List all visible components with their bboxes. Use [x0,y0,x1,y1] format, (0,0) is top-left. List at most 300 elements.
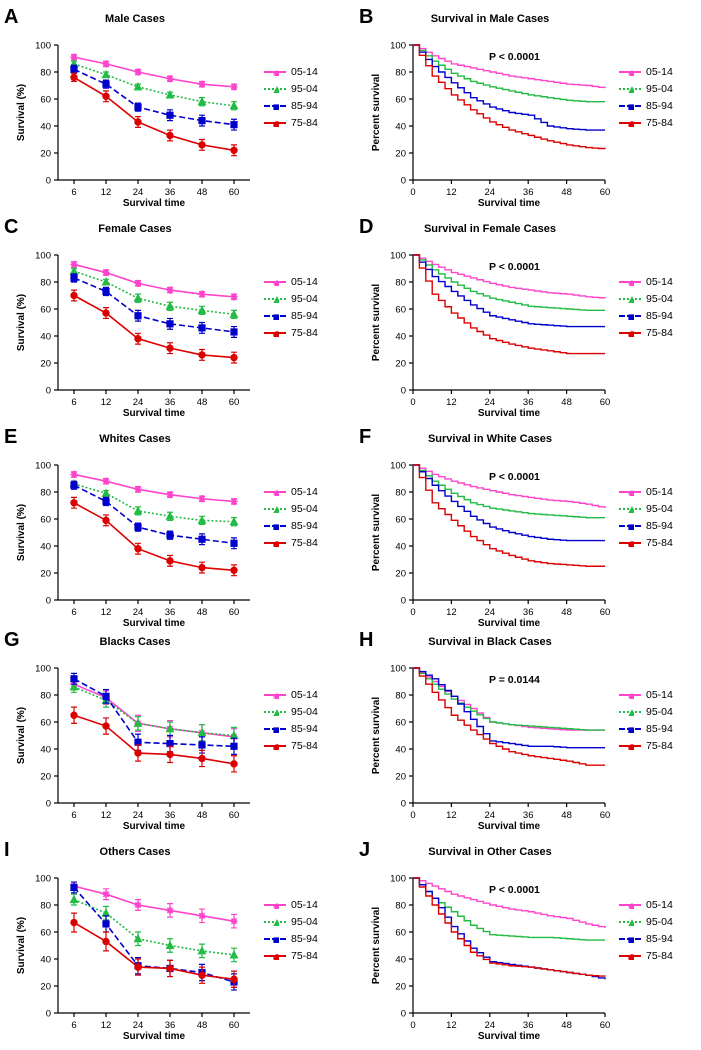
svg-text:40: 40 [395,541,406,553]
svg-text:24: 24 [132,187,144,198]
legend-item-75-84 [619,324,673,341]
chart-panel-f [355,425,701,630]
x-axis-title: Survival time [477,198,541,209]
svg-text:60: 60 [395,927,406,939]
svg-text:0: 0 [400,385,406,397]
y-axis-title: Percent survival [371,696,382,775]
legend [619,483,673,551]
panel-letter: E [4,426,18,448]
legend-item-75-84 [264,114,318,131]
panel-letter: H [359,629,374,651]
svg-text:36: 36 [522,1020,534,1031]
svg-text:12: 12 [446,607,457,618]
legend-label: 95-04 [646,915,673,928]
svg-text:40: 40 [395,744,406,756]
legend-label: 95-04 [291,292,318,305]
svg-text:12: 12 [446,187,457,198]
y-axis-title: Percent survival [371,73,382,152]
svg-text:0: 0 [400,595,406,607]
svg-text:48: 48 [561,187,572,198]
legend-swatch-icon [619,728,641,730]
panel-title: Survival in Male Cases [430,13,550,25]
svg-text:12: 12 [100,1020,112,1031]
legend-label: 95-04 [291,915,318,928]
svg-text:0: 0 [400,798,406,810]
legend-swatch-icon [619,491,641,493]
legend-label: 85-94 [291,722,318,735]
legend-label: 75-84 [291,116,318,129]
legend-item-05-14 [264,63,318,80]
legend-item-95-04 [619,913,673,930]
svg-text:0: 0 [410,607,416,618]
legend-label: 95-04 [646,82,673,95]
legend-item-85-94 [264,720,318,737]
svg-text:12: 12 [446,1020,457,1031]
legend-item-85-94 [264,930,318,947]
legend-item-95-04 [619,500,673,517]
svg-text:100: 100 [35,663,51,675]
svg-text:24: 24 [484,397,496,408]
legend-item-75-84 [619,947,673,964]
legend [619,273,673,341]
svg-text:36: 36 [164,1020,176,1031]
legend-swatch-icon [264,88,286,90]
legend-swatch-icon [264,921,286,923]
svg-text:60: 60 [228,607,240,618]
chart-panel-g [0,628,350,833]
svg-text:36: 36 [164,607,176,618]
svg-text:0: 0 [45,175,51,187]
x-axis-title: Survival time [122,821,186,832]
legend-label: 05-14 [291,65,318,78]
legend-swatch-icon [619,122,641,124]
svg-text:24: 24 [484,187,496,198]
svg-text:40: 40 [40,744,51,756]
svg-text:36: 36 [164,187,176,198]
svg-text:80: 80 [395,277,406,289]
svg-text:60: 60 [228,187,240,198]
y-axis-title: Percent survival [371,283,382,362]
svg-text:60: 60 [40,514,51,526]
svg-text:60: 60 [40,94,51,106]
svg-text:36: 36 [522,187,534,198]
legend-label: 95-04 [291,705,318,718]
svg-text:20: 20 [40,358,51,370]
svg-text:60: 60 [599,397,611,408]
chart-panel-b [355,5,701,210]
svg-text:12: 12 [100,607,112,618]
panel-title: Survival in Female Cases [423,223,557,235]
legend [264,686,318,754]
legend-swatch-icon [619,921,641,923]
legend-label: 05-14 [291,485,318,498]
panel-title: Survival in Black Cases [428,636,552,648]
chart-panel-e [0,425,350,630]
legend-item-95-04 [619,290,673,307]
panel-title: Survival in Other Cases [428,846,552,858]
legend-item-85-94 [619,720,673,737]
svg-text:48: 48 [196,810,208,821]
panel-letter: G [4,629,20,651]
chart-panel-d [355,215,701,420]
svg-text:48: 48 [561,607,572,618]
svg-text:60: 60 [395,94,406,106]
legend-label: 85-94 [291,309,318,322]
legend-item-05-14 [619,686,673,703]
svg-text:12: 12 [100,397,112,408]
legend-label: 05-14 [646,688,673,701]
svg-text:0: 0 [400,175,406,187]
legend-swatch-icon [264,491,286,493]
legend-item-05-14 [619,483,673,500]
legend-item-05-14 [264,896,318,913]
svg-text:24: 24 [484,1020,496,1031]
svg-text:100: 100 [390,663,406,675]
svg-text:100: 100 [390,40,406,52]
chart-panel-c [0,215,350,420]
svg-text:100: 100 [35,40,51,52]
legend-swatch-icon [264,525,286,527]
legend-item-75-84 [619,737,673,754]
svg-text:48: 48 [561,397,572,408]
y-axis-title: Percent survival [371,493,382,572]
legend [264,483,318,551]
x-axis-title: Survival time [477,618,541,629]
legend [264,63,318,131]
legend-label: 85-94 [646,99,673,112]
legend-item-75-84 [619,114,673,131]
legend-item-05-14 [264,483,318,500]
svg-text:100: 100 [35,873,51,885]
legend-item-05-14 [619,63,673,80]
svg-text:20: 20 [40,771,51,783]
legend-item-85-94 [619,97,673,114]
legend-swatch-icon [619,904,641,906]
svg-text:48: 48 [196,187,208,198]
legend [264,273,318,341]
chart-panel-i [0,838,350,1043]
svg-text:20: 20 [395,981,406,993]
legend-item-95-04 [264,703,318,720]
legend-label: 85-94 [646,722,673,735]
legend [619,896,673,964]
x-axis-title: Survival time [122,1031,186,1042]
svg-text:36: 36 [164,397,176,408]
svg-text:24: 24 [132,810,144,821]
legend-label: 95-04 [646,292,673,305]
p-value-annotation: P = 0.0144 [489,674,540,686]
legend-swatch-icon [264,281,286,283]
panel-title: Female Cases [98,223,172,235]
legend-swatch-icon [619,508,641,510]
legend-label: 05-14 [646,65,673,78]
legend-label: 75-84 [646,116,673,129]
svg-text:80: 80 [40,67,51,79]
svg-text:80: 80 [395,690,406,702]
y-axis-title: Survival (%) [16,83,27,142]
svg-text:80: 80 [395,900,406,912]
svg-text:20: 20 [395,771,406,783]
svg-text:40: 40 [40,331,51,343]
svg-text:48: 48 [196,1020,208,1031]
legend-swatch-icon [264,508,286,510]
legend-label: 05-14 [646,485,673,498]
legend-label: 85-94 [291,932,318,945]
svg-text:60: 60 [40,304,51,316]
svg-text:6: 6 [71,810,77,821]
legend-label: 85-94 [646,932,673,945]
panel-letter: D [359,216,374,238]
legend-item-75-84 [264,324,318,341]
legend-item-85-94 [264,517,318,534]
legend-item-05-14 [619,273,673,290]
legend-swatch-icon [619,694,641,696]
legend-label: 75-84 [291,949,318,962]
svg-text:6: 6 [71,187,77,198]
svg-text:12: 12 [100,810,112,821]
legend-label: 95-04 [291,502,318,515]
legend-label: 05-14 [291,688,318,701]
legend-label: 05-14 [646,275,673,288]
svg-text:12: 12 [100,187,112,198]
legend-item-95-04 [264,500,318,517]
svg-text:80: 80 [40,690,51,702]
legend-label: 05-14 [291,898,318,911]
legend-swatch-icon [264,728,286,730]
svg-text:24: 24 [484,810,496,821]
panel-title: Blacks Cases [99,636,171,648]
svg-text:48: 48 [196,607,208,618]
svg-text:24: 24 [132,1020,144,1031]
legend-item-95-04 [264,80,318,97]
svg-text:60: 60 [228,1020,240,1031]
y-axis-title: Survival (%) [16,916,27,975]
x-axis-title: Survival time [477,821,541,832]
svg-text:60: 60 [40,927,51,939]
svg-text:6: 6 [71,1020,77,1031]
svg-text:0: 0 [45,595,51,607]
legend-label: 75-84 [646,326,673,339]
svg-text:100: 100 [35,250,51,262]
svg-text:36: 36 [164,810,176,821]
svg-text:40: 40 [40,541,51,553]
svg-text:40: 40 [395,121,406,133]
legend-item-05-14 [619,896,673,913]
svg-text:100: 100 [390,873,406,885]
legend-item-85-94 [264,97,318,114]
svg-text:40: 40 [40,121,51,133]
x-axis-title: Survival time [477,1031,541,1042]
svg-text:100: 100 [35,460,51,472]
legend-swatch-icon [619,711,641,713]
legend-swatch-icon [264,904,286,906]
svg-text:20: 20 [40,148,51,160]
legend-label: 85-94 [291,519,318,532]
svg-text:12: 12 [446,397,457,408]
y-axis-title: Survival (%) [16,293,27,352]
legend-swatch-icon [264,711,286,713]
legend-item-05-14 [264,686,318,703]
x-axis-title: Survival time [122,408,186,419]
legend-label: 95-04 [291,82,318,95]
legend-swatch-icon [264,542,286,544]
p-value-annotation: P < 0.0001 [489,884,540,896]
legend-label: 75-84 [646,949,673,962]
legend-label: 75-84 [646,739,673,752]
legend [619,63,673,131]
legend-label: 75-84 [291,326,318,339]
svg-text:60: 60 [395,514,406,526]
svg-text:36: 36 [522,810,534,821]
svg-text:6: 6 [71,607,77,618]
legend-label: 75-84 [291,536,318,549]
legend [619,686,673,754]
y-axis-title: Percent survival [371,906,382,985]
panel-letter: F [359,426,372,448]
svg-text:0: 0 [410,187,416,198]
legend-label: 85-94 [291,99,318,112]
legend-swatch-icon [619,332,641,334]
legend-item-85-94 [619,517,673,534]
svg-text:24: 24 [132,397,144,408]
legend-label: 05-14 [291,275,318,288]
p-value-annotation: P < 0.0001 [489,51,540,63]
svg-text:80: 80 [395,487,406,499]
panel-title: Whites Cases [99,433,171,445]
legend-swatch-icon [264,694,286,696]
panel-letter: B [359,6,374,28]
svg-text:40: 40 [395,954,406,966]
x-axis-title: Survival time [477,408,541,419]
legend-item-95-04 [619,703,673,720]
panel-title: Others Cases [99,846,171,858]
chart-panel-a [0,5,350,210]
svg-text:60: 60 [599,810,611,821]
svg-text:24: 24 [132,607,144,618]
legend-swatch-icon [264,105,286,107]
svg-text:100: 100 [390,250,406,262]
legend-label: 05-14 [646,898,673,911]
legend-swatch-icon [619,542,641,544]
panel-letter: C [4,216,19,238]
legend-swatch-icon [619,105,641,107]
legend-item-05-14 [264,273,318,290]
svg-text:20: 20 [395,358,406,370]
x-axis-title: Survival time [122,198,186,209]
legend-label: 85-94 [646,519,673,532]
y-axis-title: Survival (%) [16,706,27,765]
panel-letter: J [359,839,371,861]
legend-label: 95-04 [646,705,673,718]
x-axis-title: Survival time [122,618,186,629]
svg-text:100: 100 [390,460,406,472]
legend-item-85-94 [619,307,673,324]
svg-text:20: 20 [395,148,406,160]
legend-swatch-icon [264,332,286,334]
legend-item-75-84 [264,534,318,551]
legend-item-85-94 [264,307,318,324]
panel-letter: A [4,6,19,28]
legend-item-75-84 [264,947,318,964]
legend-item-95-04 [264,913,318,930]
legend-item-75-84 [619,534,673,551]
legend-swatch-icon [619,938,641,940]
svg-text:60: 60 [228,397,240,408]
p-value-annotation: P < 0.0001 [489,261,540,273]
legend-swatch-icon [264,71,286,73]
svg-text:80: 80 [40,487,51,499]
svg-text:40: 40 [40,954,51,966]
svg-text:60: 60 [599,187,611,198]
legend-swatch-icon [619,955,641,957]
svg-text:60: 60 [599,607,611,618]
legend-swatch-icon [264,122,286,124]
chart-panel-h [355,628,701,833]
svg-text:36: 36 [522,397,534,408]
legend-swatch-icon [264,938,286,940]
legend-swatch-icon [619,298,641,300]
legend-swatch-icon [264,298,286,300]
legend-swatch-icon [619,71,641,73]
svg-text:60: 60 [40,717,51,729]
legend-label: 75-84 [291,739,318,752]
svg-text:48: 48 [561,810,572,821]
svg-text:80: 80 [395,67,406,79]
svg-text:24: 24 [484,607,496,618]
svg-text:20: 20 [395,568,406,580]
svg-text:0: 0 [400,1008,406,1020]
panel-letter: I [4,839,10,861]
svg-text:48: 48 [196,397,208,408]
svg-text:0: 0 [45,385,51,397]
legend-swatch-icon [264,955,286,957]
legend-item-95-04 [264,290,318,307]
svg-text:60: 60 [228,810,240,821]
legend-item-85-94 [619,930,673,947]
svg-text:60: 60 [599,1020,611,1031]
svg-text:0: 0 [410,1020,416,1031]
svg-text:0: 0 [45,798,51,810]
legend-swatch-icon [619,525,641,527]
svg-text:6: 6 [71,397,77,408]
legend [264,896,318,964]
panel-title: Survival in White Cases [427,433,553,445]
chart-panel-j [355,838,701,1043]
svg-text:48: 48 [561,1020,572,1031]
legend-label: 95-04 [646,502,673,515]
svg-text:60: 60 [395,304,406,316]
legend-label: 85-94 [646,309,673,322]
svg-text:80: 80 [40,277,51,289]
y-axis-title: Survival (%) [16,503,27,562]
svg-text:20: 20 [40,981,51,993]
svg-text:40: 40 [395,331,406,343]
panel-title: Male Cases [105,13,165,25]
p-value-annotation: P < 0.0001 [489,471,540,483]
legend-swatch-icon [264,745,286,747]
svg-text:20: 20 [40,568,51,580]
svg-text:12: 12 [446,810,457,821]
legend-swatch-icon [619,281,641,283]
svg-text:0: 0 [410,397,416,408]
legend-item-75-84 [264,737,318,754]
svg-text:0: 0 [45,1008,51,1020]
legend-label: 75-84 [646,536,673,549]
svg-text:0: 0 [410,810,416,821]
legend-swatch-icon [264,315,286,317]
svg-text:80: 80 [40,900,51,912]
legend-swatch-icon [619,88,641,90]
